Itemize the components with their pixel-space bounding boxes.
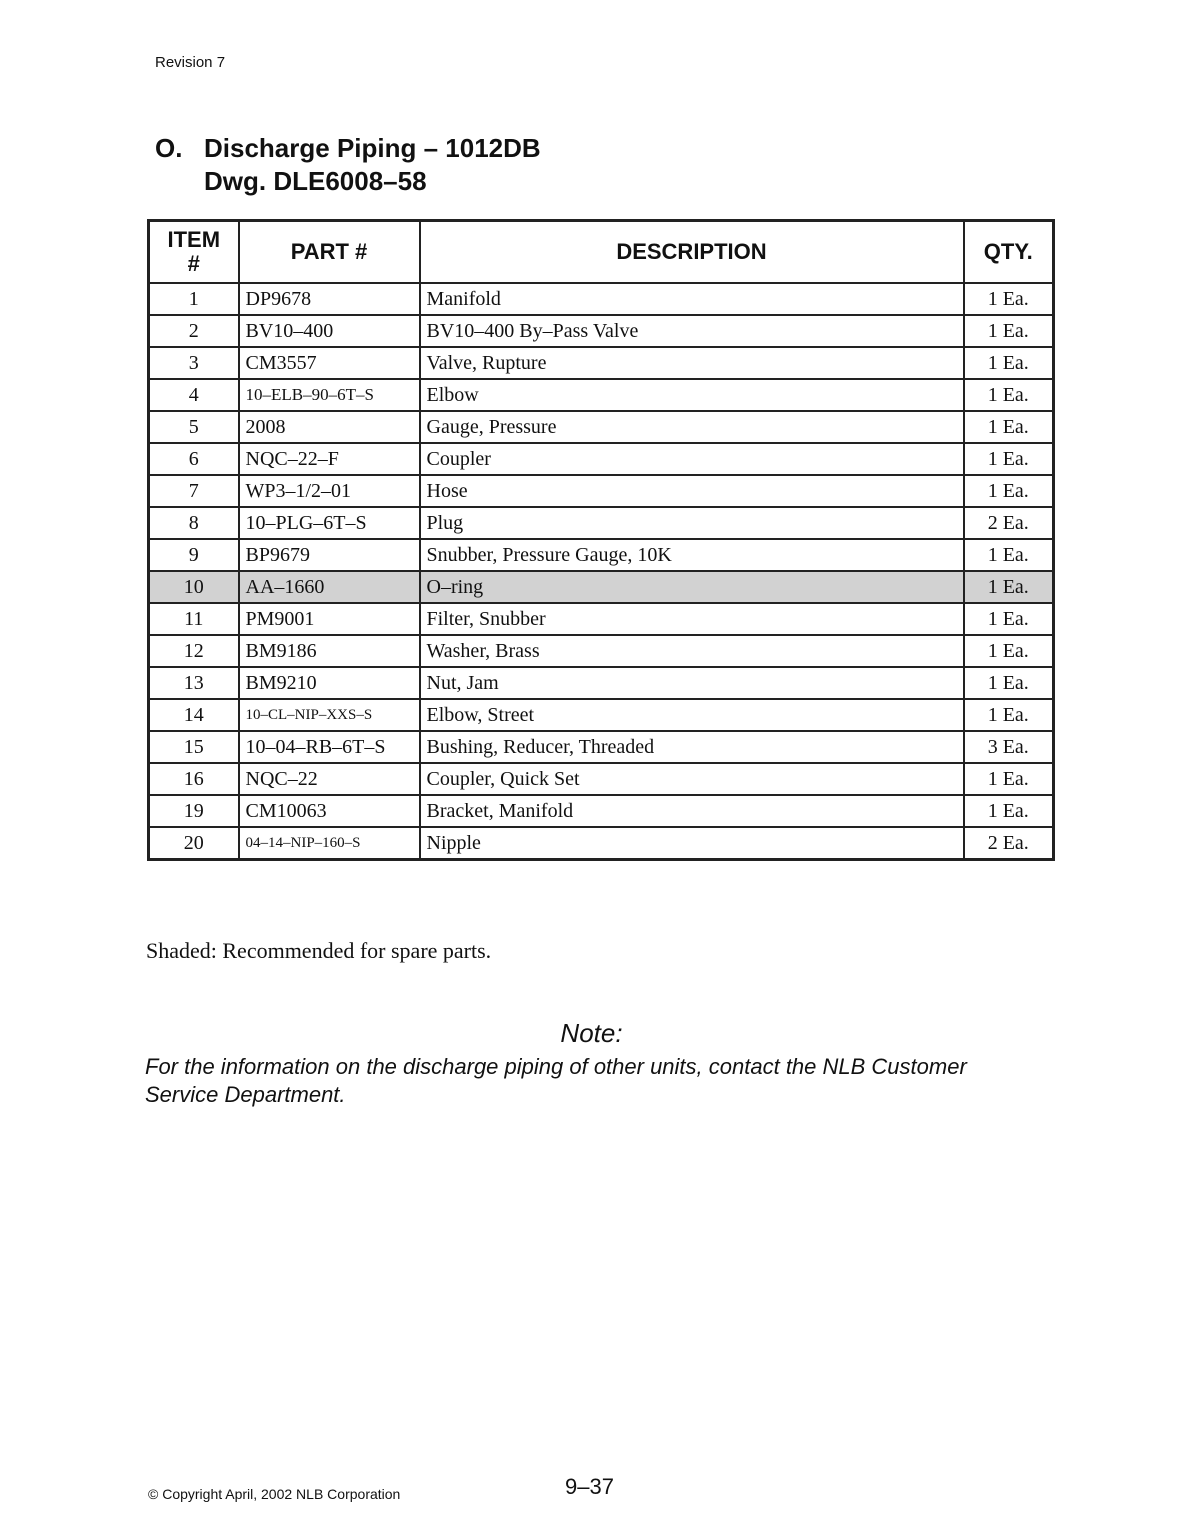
part-number-cell: DP9678 (239, 283, 420, 315)
description-cell: Nut, Jam (420, 667, 964, 699)
item-cell: 15 (149, 731, 239, 763)
section-letter: O. (155, 133, 183, 163)
table-row (149, 475, 1054, 507)
header-item-line1: ITEM (167, 227, 221, 252)
description-cell: Elbow, Street (420, 699, 964, 731)
table-row (149, 443, 1054, 475)
table-row (149, 411, 1054, 443)
description-cell: Hose (420, 475, 964, 507)
description-cell: Coupler (420, 443, 964, 475)
qty-cell: 3 Ea. (964, 731, 1054, 763)
table-row (149, 507, 1054, 539)
copyright: © Copyright April, 2002 NLB Corporation (148, 1486, 401, 1502)
qty-cell: 1 Ea. (964, 411, 1054, 443)
item-cell: 4 (149, 379, 239, 411)
description-cell: Valve, Rupture (420, 347, 964, 379)
qty-cell: 1 Ea. (964, 347, 1054, 379)
part-number-cell: 10–PLG–6T–S (239, 507, 420, 539)
parts-table-body (149, 283, 1054, 860)
part-number-cell: 10–04–RB–6T–S (239, 731, 420, 763)
part-number-cell: AA–1660 (239, 571, 420, 603)
description-cell: Manifold (420, 283, 964, 315)
description-cell: Gauge, Pressure (420, 411, 964, 443)
table-row (149, 827, 1054, 860)
qty-cell: 1 Ea. (964, 603, 1054, 635)
part-number-cell: 2008 (239, 411, 420, 443)
description-cell: Washer, Brass (420, 635, 964, 667)
table-header-row (149, 221, 1054, 284)
item-cell: 9 (149, 539, 239, 571)
part-number-cell: 10–ELB–90–6T–S (239, 379, 420, 411)
description-cell: O–ring (420, 571, 964, 603)
part-number-cell: BV10–400 (239, 315, 420, 347)
item-cell: 20 (149, 827, 239, 860)
description-cell: BV10–400 By–Pass Valve (420, 315, 964, 347)
table-row (149, 539, 1054, 571)
item-cell: 11 (149, 603, 239, 635)
part-number-cell: WP3–1/2–01 (239, 475, 420, 507)
table-row (149, 667, 1054, 699)
description-cell: Bushing, Reducer, Threaded (420, 731, 964, 763)
item-cell: 7 (149, 475, 239, 507)
qty-cell: 1 Ea. (964, 699, 1054, 731)
qty-cell: 1 Ea. (964, 443, 1054, 475)
revision-label: Revision 7 (155, 54, 226, 71)
page-number: 9–37 (565, 1474, 614, 1499)
qty-cell: 1 Ea. (964, 667, 1054, 699)
part-number-cell: CM3557 (239, 347, 420, 379)
section-title-line1 (155, 132, 541, 165)
note-title: Note: (560, 1018, 623, 1048)
item-cell: 10 (149, 571, 239, 603)
header-description: DESCRIPTION (420, 221, 964, 284)
part-number-cell: NQC–22 (239, 763, 420, 795)
header-qty: QTY. (964, 221, 1054, 284)
description-cell: Snubber, Pressure Gauge, 10K (420, 539, 964, 571)
qty-cell: 1 Ea. (964, 379, 1054, 411)
table-row (149, 379, 1054, 411)
item-cell: 3 (149, 347, 239, 379)
qty-cell: 1 Ea. (964, 571, 1054, 603)
item-cell: 12 (149, 635, 239, 667)
qty-cell: 1 Ea. (964, 763, 1054, 795)
section-title (155, 132, 541, 198)
table-row (149, 795, 1054, 827)
item-cell: 6 (149, 443, 239, 475)
table-row (149, 603, 1054, 635)
table-row (149, 283, 1054, 315)
part-number-cell: PM9001 (239, 603, 420, 635)
shaded-note: Shaded: Recommended for spare parts. (146, 938, 492, 963)
table-row (149, 635, 1054, 667)
item-cell: 19 (149, 795, 239, 827)
table-row (149, 571, 1054, 603)
item-cell: 14 (149, 699, 239, 731)
part-number-cell: 04–14–NIP–160–S (239, 827, 420, 860)
parts-table (147, 219, 1055, 861)
part-number-cell: NQC–22–F (239, 443, 420, 475)
item-cell: 16 (149, 763, 239, 795)
description-cell: Coupler, Quick Set (420, 763, 964, 795)
qty-cell: 1 Ea. (964, 283, 1054, 315)
qty-cell: 1 Ea. (964, 475, 1054, 507)
item-cell: 1 (149, 283, 239, 315)
section-heading: Discharge Piping – 1012DB (204, 133, 541, 163)
table-row (149, 347, 1054, 379)
table-row (149, 699, 1054, 731)
drawing-number: Dwg. DLE6008–58 (204, 166, 427, 196)
part-number-cell: BP9679 (239, 539, 420, 571)
description-cell: Bracket, Manifold (420, 795, 964, 827)
description-cell: Plug (420, 507, 964, 539)
qty-cell: 1 Ea. (964, 539, 1054, 571)
qty-cell: 1 Ea. (964, 315, 1054, 347)
table-row (149, 763, 1054, 795)
part-number-cell: CM10063 (239, 795, 420, 827)
description-cell: Nipple (420, 827, 964, 860)
table-row (149, 731, 1054, 763)
header-item-line2: # (187, 251, 200, 276)
header-part: PART # (239, 221, 420, 284)
item-cell: 2 (149, 315, 239, 347)
note-text: For the information on the discharge piping of other units, contact the NLB Customer Service Department. (145, 1054, 967, 1107)
part-number-cell: BM9210 (239, 667, 420, 699)
qty-cell: 2 Ea. (964, 507, 1054, 539)
header-item (149, 221, 239, 284)
table-row (149, 315, 1054, 347)
part-number-cell: 10–CL–NIP–XXS–S (239, 699, 420, 731)
item-cell: 8 (149, 507, 239, 539)
qty-cell: 1 Ea. (964, 635, 1054, 667)
description-cell: Elbow (420, 379, 964, 411)
item-cell: 13 (149, 667, 239, 699)
item-cell: 5 (149, 411, 239, 443)
part-number-cell: BM9186 (239, 635, 420, 667)
qty-cell: 1 Ea. (964, 795, 1054, 827)
qty-cell: 2 Ea. (964, 827, 1054, 860)
description-cell: Filter, Snubber (420, 603, 964, 635)
